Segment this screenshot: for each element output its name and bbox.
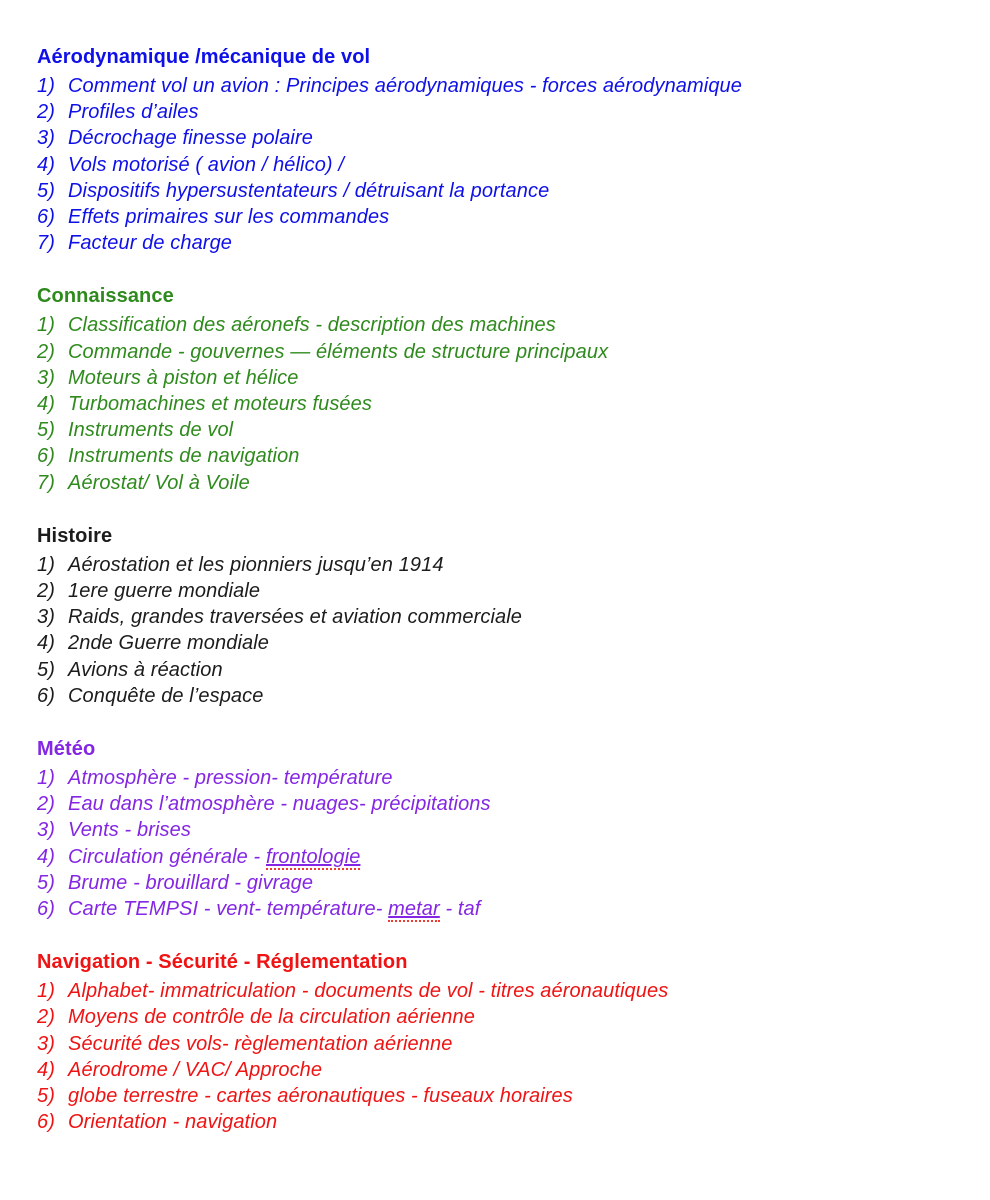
list-item [37,339,970,365]
text-segment: Effets primaires sur les commandes [68,206,390,229]
list-item [37,870,970,896]
text-segment: Brume - brouillard - givrage [68,871,314,894]
list-item [37,1083,970,1109]
item-number: 2) [37,340,55,363]
item-number: 6) [37,898,55,921]
item-text [68,391,970,417]
item-text [68,1109,970,1135]
section-item-list [37,765,970,922]
section-item-list [37,552,970,709]
item-number: 5) [37,871,55,894]
list-item [37,417,970,443]
section-aerodynamique [37,44,970,256]
list-item [37,1004,970,1030]
item-number: 6) [37,206,55,229]
item-text [68,978,970,1004]
text-segment: Aérostation et les pionniers jusqu’en 1914 [68,553,444,576]
item-number: 1) [37,314,55,337]
text-segment: Turbomachines et moteurs fusées [68,393,372,416]
text-segment: Dispositifs hypersustentateurs / détruisant la portance [68,179,550,202]
item-text [68,683,970,709]
list-item [37,204,970,230]
item-text [68,99,970,125]
list-item [37,178,970,204]
text-segment: Eau dans l’atmosphère - nuages- précipitations [68,793,491,816]
item-number: 2) [37,580,55,603]
text-segment: Vents - brises [68,819,191,842]
item-number: 3) [37,1032,55,1055]
item-number: 4) [37,632,55,655]
text-segment: 2nde Guerre mondiale [68,632,270,655]
section-title: Connaissance [37,285,174,308]
list-item [37,391,970,417]
text-segment: Profiles d’ailes [68,101,199,124]
item-text [68,817,970,843]
item-number: 6) [37,684,55,707]
item-text [68,125,970,151]
item-text [68,870,970,896]
list-item [37,470,970,496]
text-segment: Instruments de navigation [68,445,300,468]
list-item [37,1057,970,1083]
item-text [68,73,970,99]
list-item [37,765,970,791]
text-segment: globe terrestre - cartes aéronautiques - fuseaux horaires [68,1085,573,1108]
text-segment: - taf [439,898,481,921]
item-number: 4) [37,1058,55,1081]
list-item [37,230,970,256]
item-number: 7) [37,471,55,494]
list-item [37,896,970,922]
misspelled-word: frontologie [265,845,361,868]
item-number: 1) [37,75,55,97]
item-number: 1) [37,553,55,576]
item-number: 7) [37,232,55,255]
item-text [68,896,970,922]
item-text [68,230,970,256]
list-item [37,578,970,604]
text-segment: Instruments de vol [68,419,234,442]
item-number: 5) [37,658,55,681]
list-item [37,817,970,843]
item-number: 6) [37,1111,55,1134]
section-item-list [37,312,970,495]
section-navigation [37,949,970,1135]
text-segment: Moteurs à piston et hélice [68,366,299,389]
item-number: 3) [37,127,55,150]
item-text [68,1004,970,1030]
section-item-list [37,73,970,256]
list-item [37,791,970,817]
list-item [37,152,970,178]
list-item [37,125,970,151]
item-text [68,552,970,578]
item-number: 4) [37,393,55,416]
list-item [37,978,970,1004]
item-number: 3) [37,819,55,842]
item-number: 4) [37,153,55,176]
item-text [68,443,970,469]
item-text [68,365,970,391]
text-segment: Décrochage finesse polaire [68,127,313,150]
list-item [37,604,970,630]
item-text [68,1057,970,1083]
list-item [37,73,970,99]
text-segment: Conquête de l’espace [68,684,264,707]
text-segment: Commande - gouvernes — éléments de structure principaux [68,340,609,363]
list-item [37,443,970,469]
item-text [68,765,970,791]
list-item [37,657,970,683]
sections [37,44,970,1136]
item-text [68,604,970,630]
text-segment: Circulation générale - [68,845,266,868]
section-connaissance [37,283,970,495]
text-segment: Comment vol un avion : Principes aérodynamiques - forces aérodynamique [68,75,743,97]
item-number: 2) [37,793,55,816]
text-segment: 1ere guerre mondiale [68,580,261,603]
misspelled-word: metar [388,898,440,921]
section-title: Navigation - Sécurité - Réglementation [37,951,408,974]
item-text [68,791,970,817]
item-text [68,630,970,656]
section-meteo [37,736,970,922]
item-number: 5) [37,179,55,202]
list-item [37,683,970,709]
text-segment: Orientation - navigation [68,1111,278,1134]
section-item-list [37,978,970,1135]
list-item [37,365,970,391]
list-item [37,844,970,870]
text-segment: Facteur de charge [68,232,233,255]
item-text [68,417,970,443]
text-segment: Aérodrome / VAC/ Approche [68,1058,323,1081]
item-number: 5) [37,419,55,442]
item-text [68,204,970,230]
section-title: Météo [37,738,96,761]
item-text [68,657,970,683]
item-text [68,1031,970,1057]
list-item [37,1109,970,1135]
item-text [68,178,970,204]
item-number: 5) [37,1085,55,1108]
item-number: 2) [37,101,55,124]
section-title: Histoire [37,524,113,547]
text-segment: Vols motorisé ( avion / hélico) / [68,153,344,176]
text-segment: Carte TEMPSI - vent- température- [68,898,389,921]
text-segment: Sécurité des vols- règlementation aérienne [68,1032,453,1055]
list-item [37,99,970,125]
item-number: 4) [37,845,55,868]
item-text [68,578,970,604]
item-text [68,152,970,178]
item-number: 6) [37,445,55,468]
text-segment: Alphabet- immatriculation - documents de vol - titres aéronautiques [68,980,669,1003]
item-text [68,470,970,496]
text-segment: Classification des aéronefs - description des machines [68,314,556,337]
item-number: 1) [37,767,55,790]
item-number: 2) [37,1006,55,1029]
text-segment: Raids, grandes traversées et aviation commerciale [68,606,522,629]
text-segment: Avions à réaction [68,658,223,681]
text-segment: Atmosphère - pression- température [68,767,393,790]
list-item [37,552,970,578]
item-number: 1) [37,980,55,1003]
item-text [68,312,970,338]
item-text [68,844,970,870]
item-text [68,1083,970,1109]
list-item [37,1031,970,1057]
section-title: Aérodynamique /mécanique de vol [37,46,371,68]
item-number: 3) [37,606,55,629]
list-item [37,312,970,338]
item-number: 3) [37,366,55,389]
section-histoire [37,523,970,709]
text-segment: Moyens de contrôle de la circulation aérienne [68,1006,475,1029]
text-segment: Aérostat/ Vol à Voile [68,471,250,494]
list-item [37,630,970,656]
item-text [68,339,970,365]
